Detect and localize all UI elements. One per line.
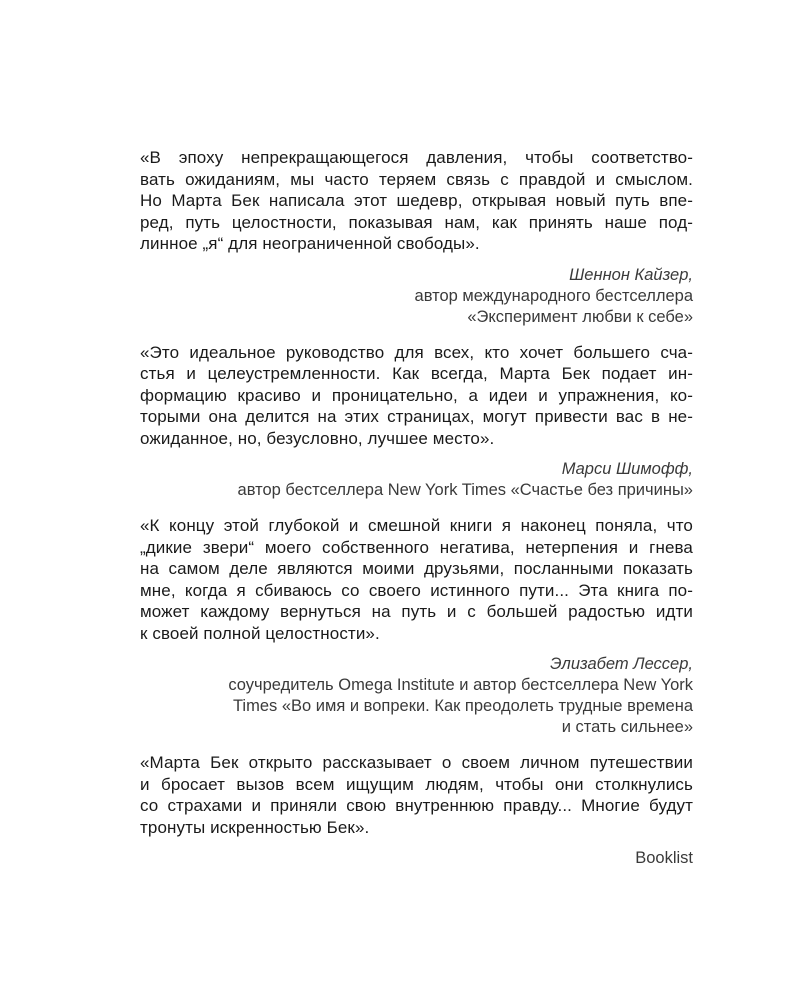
quote-line: тронуты искренностью Бек». xyxy=(140,817,370,837)
quote-line: может каждому вернуться на путь и с большей радостью идти xyxy=(140,602,693,621)
reviewer-role: соучредитель Omega Institute и автор бестселлера New York xyxy=(228,676,693,694)
quote-line: к своей полной целостности». xyxy=(140,623,380,643)
review-attribution xyxy=(140,848,693,869)
reviewer-role: автор бестселлера New York Times «Счастье без причины» xyxy=(237,481,693,499)
quote-line: «В эпоху непрекращающегося давления, чтобы соответство- xyxy=(140,148,693,167)
quote-line: линное „я“ для неограниченной свободы». xyxy=(140,234,480,253)
quote-line: „дикие звери“ моего собственного негатива, нетерпения и гнева xyxy=(140,537,693,557)
review-attribution xyxy=(140,265,693,328)
review-1 xyxy=(140,147,693,328)
review-quote xyxy=(140,752,693,838)
quote-line: «К концу этой глубокой и смешной книги я наконец поняла, что xyxy=(140,516,693,535)
quote-line: «Марта Бек открыто рассказывает о своем личном путешествии xyxy=(140,753,693,772)
review-quote xyxy=(140,147,693,255)
quote-line: Но Марта Бек написала этот шедевр, открывая новый путь впе- xyxy=(140,191,693,210)
quote-line: стья и целеустремленности. Как всегда, Марта Бек подает ин- xyxy=(140,364,693,383)
quote-line: вать ожиданиям, мы часто теряем связь с правдой и смыслом. xyxy=(140,169,693,189)
reviewer-name: Шеннон Кайзер, xyxy=(569,265,693,284)
reviewer-role: Times «Во имя и вопреки. Как преодолеть трудные времена xyxy=(232,697,693,715)
quote-line: мне, когда я сбиваюсь со своего истинного пути... Эта книга по- xyxy=(140,580,693,600)
quote-line: торыми она делится на этих страницах, могут привести вас в не- xyxy=(140,407,693,426)
quote-line: ожиданное, но, безусловно, лучшее место». xyxy=(140,428,495,448)
review-source: Booklist xyxy=(635,849,693,867)
review-quote xyxy=(140,515,693,644)
reviewer-name: Марси Шимофф, xyxy=(561,460,693,478)
review-4 xyxy=(140,752,693,869)
reviewer-role: «Эксперимент любви к себе» xyxy=(467,307,693,326)
quote-line: формацию красиво и проницательно, а идеи и упражнения, ко- xyxy=(140,385,693,405)
quote-line: «Это идеальное руководство для всех, кто хочет большего сча- xyxy=(140,342,693,362)
review-quote xyxy=(140,342,693,450)
review-attribution xyxy=(140,459,693,501)
review-attribution xyxy=(140,654,693,738)
quote-line: со страхами и приняли свою внутреннюю правду... Многие будут xyxy=(140,796,693,815)
review-2 xyxy=(140,342,693,502)
reviewer-role: и стать сильнее» xyxy=(561,718,693,736)
quote-line: на самом деле являются моими друзьями, посланными показать xyxy=(140,559,693,578)
reviewer-name: Элизабет Лессер, xyxy=(550,655,693,673)
reviewer-role: автор международного бестселлера xyxy=(414,286,693,305)
quote-line: ред, путь целостности, показывая нам, как принять наше под- xyxy=(140,212,693,232)
quote-line: и бросает вызов всем ищущим людям, чтобы они столкнулись xyxy=(140,774,693,794)
review-3 xyxy=(140,515,693,738)
